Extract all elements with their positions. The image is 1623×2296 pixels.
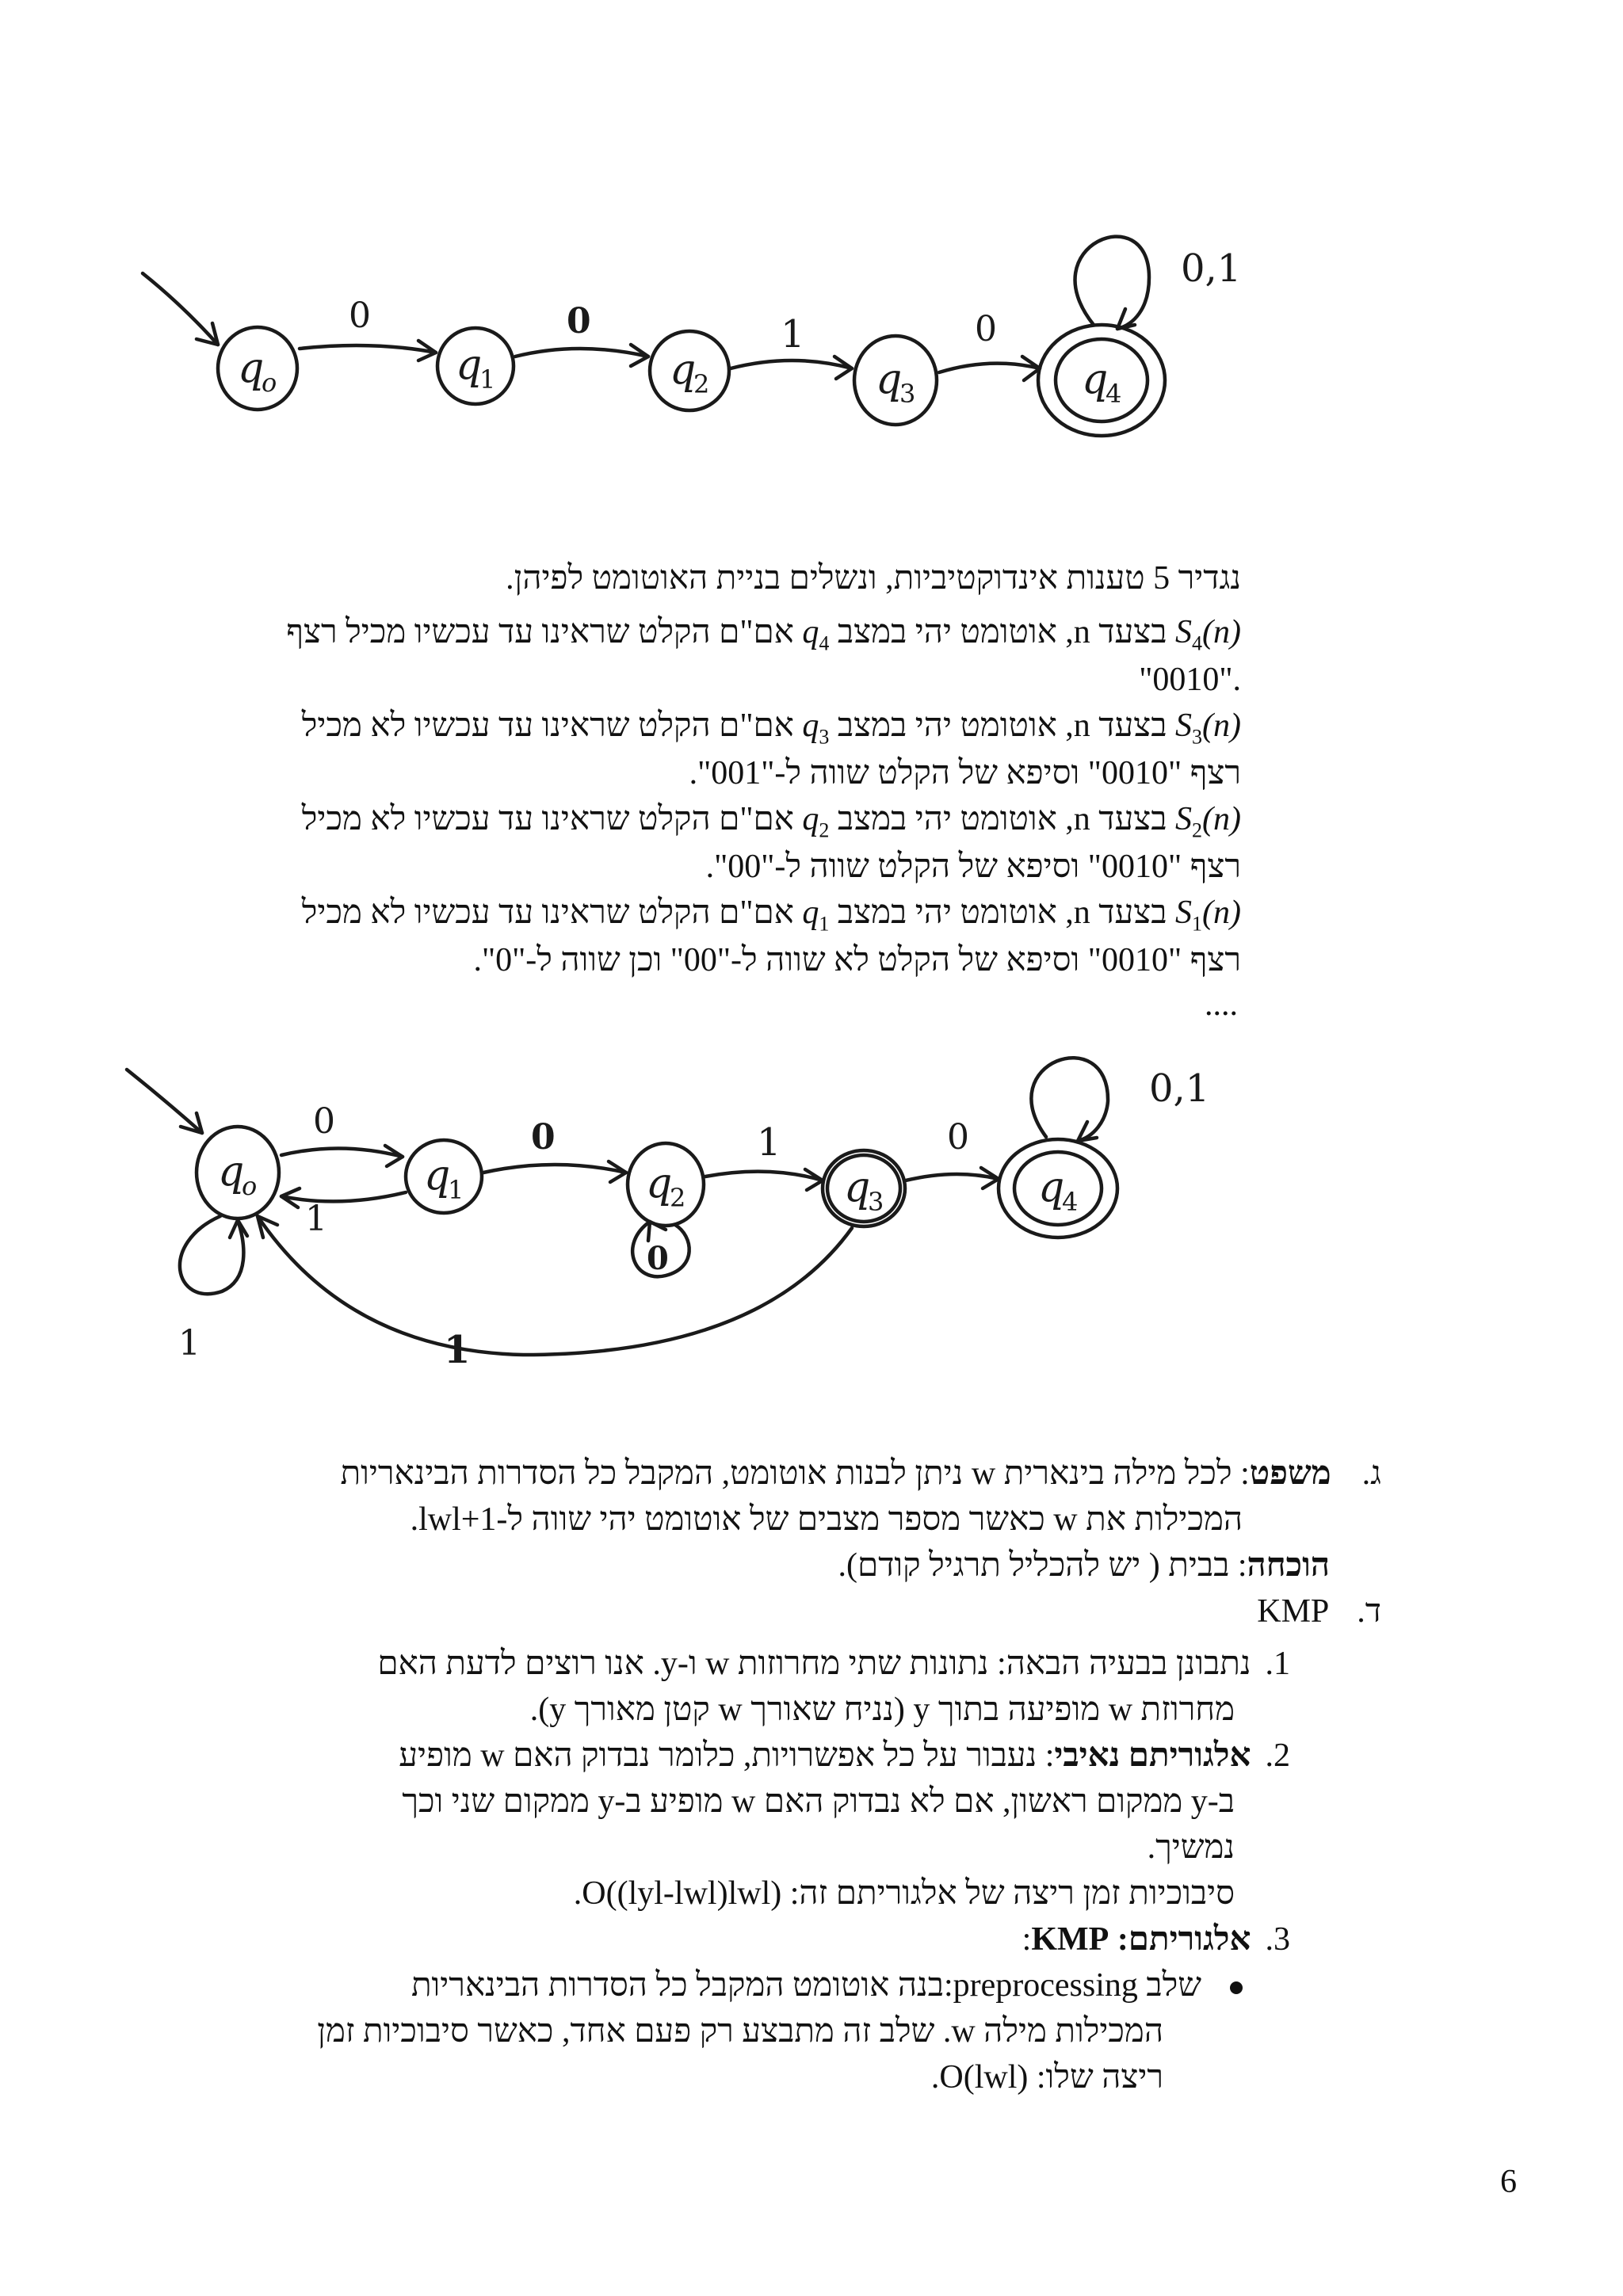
svg-text:q: q xyxy=(218,1148,245,1196)
svg-text:q: q xyxy=(1038,1164,1065,1211)
section-g-line1: ג. משפט: לכל מילה בינארית w ניתן לבנות אוטומט, המקבל כל הסדרות הבינאריות xyxy=(340,1455,1381,1492)
svg-text:q: q xyxy=(424,1152,451,1199)
svg-text:0: 0 xyxy=(313,1101,335,1142)
svg-text:4: 4 xyxy=(1062,1187,1079,1217)
section-g-line2: המכילות את w כאשר מספר מצבים של אוטומט יהי שווה ל-lwl+1. xyxy=(410,1501,1243,1538)
svg-text:0: 0 xyxy=(647,1240,669,1277)
page-number: 6 xyxy=(1500,2164,1517,2200)
svg-text:0: 0 xyxy=(349,296,371,336)
item-1-line2: מחרוזת w מופיעה בתוך y (נניח שאורך w קטן מאורך y). xyxy=(529,1691,1235,1728)
item-2-line3: נמשיך. xyxy=(1147,1829,1235,1866)
claim-4-symbol: $S_4(n)$ xyxy=(1175,614,1241,655)
state-q1-label: q xyxy=(456,341,483,389)
bullet-line2: המכילות מילה w. שלב זה מתבצע רק פעם אחד, כאשר סיבוכיות זמן xyxy=(317,2013,1163,2050)
start-arrow xyxy=(143,273,218,345)
proof-label: הוכחה xyxy=(1247,1547,1330,1584)
bullet-icon xyxy=(1230,1981,1243,1994)
svg-text:0: 0 xyxy=(947,1117,969,1158)
claim-3-line2: רצף "0010" וסיפא של הקלט שווה ל-"001". xyxy=(689,755,1241,791)
svg-text:3: 3 xyxy=(899,379,916,409)
item-3-line: 3.אלגוריתם: KMP: xyxy=(1022,1921,1290,1958)
claim-4-line1: $S_4(n)$ בצעד n, אוטומט יהי במצב $q_4$ אם"ם הקלט שראינו עד עכשיו מכיל רצף xyxy=(286,610,1241,666)
svg-text:q: q xyxy=(646,1160,673,1207)
intro-line: נגדיר 5 טענות אינדוקטיביות, ונשלים בניית האוטומט לפיהן. xyxy=(506,560,1241,597)
section-d-marker: ד. xyxy=(1357,1593,1381,1630)
state-q2-label: q xyxy=(670,346,697,394)
svg-text:1: 1 xyxy=(479,364,496,395)
svg-text:q: q xyxy=(844,1164,871,1211)
ellipsis: .... xyxy=(1205,986,1238,1023)
svg-text:3: 3 xyxy=(868,1187,884,1217)
claim-2-line1: $S_2(n)$ בצעד n, אוטומט יהי במצב $q_2$ אם"ם הקלט שראינו עד עכשיו לא מכיל xyxy=(301,801,1241,842)
section-d-title: KMP xyxy=(1257,1593,1330,1630)
automaton-diagram-2 xyxy=(111,1038,1300,1402)
svg-text:0: 0 xyxy=(567,301,591,341)
claim-1-line2: רצף "0010" וסיפא של הקלט לא שווה ל-"00" וכן שווה ל-"0". xyxy=(473,942,1241,978)
svg-text:0: 0 xyxy=(531,1117,556,1158)
section-d-heading xyxy=(1257,1589,1381,1634)
bullet-line3: ריצה שלו: O(lwl). xyxy=(930,2059,1163,2096)
state-q0-label: q xyxy=(238,345,265,392)
svg-text:1: 1 xyxy=(781,312,805,357)
item-2-line2: ב-y ממקום ראשון, אם לא נבדוק האם w מופיע ב-y ממקום שני וכך xyxy=(402,1783,1235,1820)
svg-text:1: 1 xyxy=(305,1199,327,1239)
svg-text:0,1: 0,1 xyxy=(1149,1066,1210,1111)
svg-text:2: 2 xyxy=(693,369,710,399)
item-2-line4: סיבוכיות זמן ריצה של אלגוריתם זה: O((lyl-lwl)lwl). xyxy=(573,1875,1235,1912)
section-g-marker: ג. xyxy=(1361,1455,1381,1492)
claim-2-line2: רצף "0010" וסיפא של הקלט שווה ל-"00". xyxy=(705,849,1241,885)
svg-text:o: o xyxy=(262,368,277,398)
claim-1-line1: $S_1(n)$ בצעד n, אוטומט יהי במצב $q_1$ אם"ם הקלט שראינו עד עכשיו לא מכיל xyxy=(301,894,1241,936)
svg-text:1: 1 xyxy=(448,1175,464,1205)
automaton-diagram-1 xyxy=(119,230,1308,491)
state-q4-label: q xyxy=(1082,356,1109,403)
state-q3-label: q xyxy=(876,356,903,403)
claim-3-line1: $S_3(n)$ בצעד n, אוטומט יהי במצב $q_3$ אם"ם הקלט שראינו עד עכשיו לא מכיל xyxy=(301,707,1241,749)
item-1-line1: 1.נתבונן בבעיה הבאה: נתונות שתי מחרוזות w ו-y. אנו רוצים לדעת האם xyxy=(377,1646,1290,1682)
svg-text:1: 1 xyxy=(757,1120,781,1165)
theorem-label: משפט xyxy=(1249,1455,1331,1492)
svg-text:o: o xyxy=(242,1171,258,1201)
item-2-line1: 2.אלגוריתם נאיבי: נעבור על כל אפשרויות, כלומר נבדוק האם w מופיע xyxy=(399,1737,1290,1774)
svg-text:1: 1 xyxy=(444,1328,471,1372)
bullet-line1: שלב preprocessing:בנה אוטומט המקבל כל הסדרות הבינאריות xyxy=(411,1963,1243,2008)
svg-text:4: 4 xyxy=(1106,379,1122,409)
svg-text:2: 2 xyxy=(670,1183,686,1213)
claim-4-line2: ."0010" xyxy=(1139,662,1241,698)
svg-text:0: 0 xyxy=(975,309,997,349)
svg-text:1: 1 xyxy=(178,1323,200,1363)
claim-4-state: $q_4$ xyxy=(802,614,830,655)
proof-line: הוכחה: בבית ( יש להכליל תרגיל קודם). xyxy=(838,1547,1330,1584)
svg-text:0,1: 0,1 xyxy=(1181,246,1242,291)
